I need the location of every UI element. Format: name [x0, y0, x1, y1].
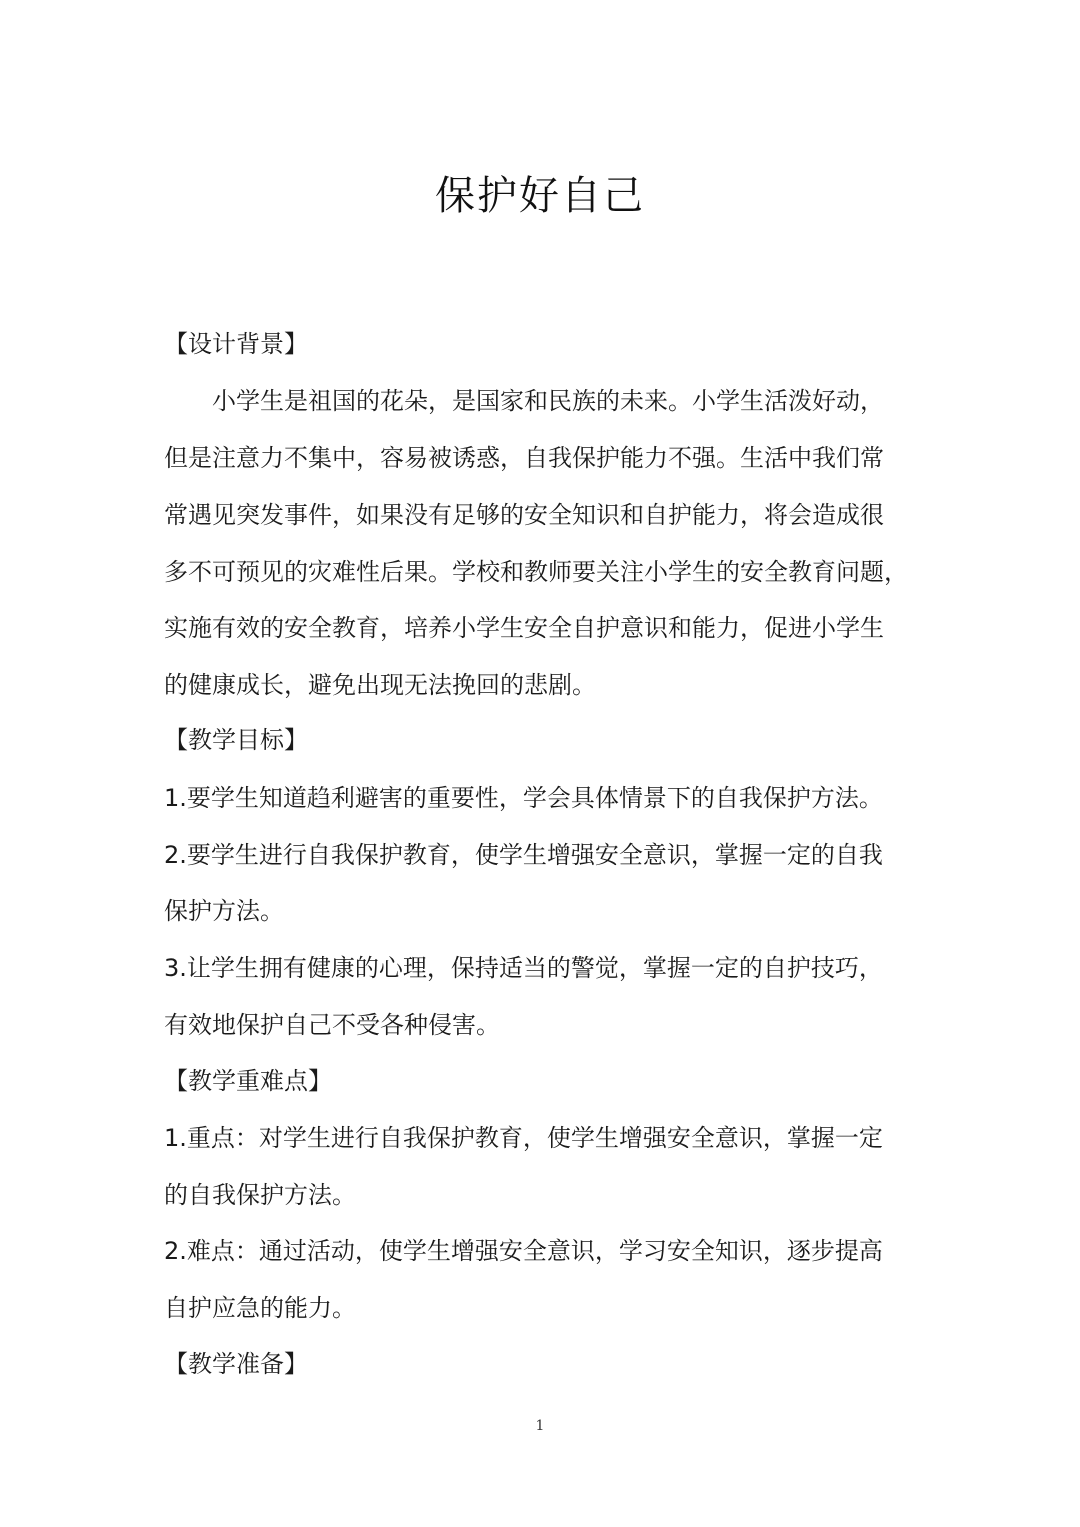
key-point-line: 1.重点：对学生进行自我保护教育，使学生增强安全意识，掌握一定: [164, 1124, 883, 1152]
page-number: 1: [535, 1418, 545, 1434]
section-heading-teaching-goals: 【教学目标】: [164, 726, 308, 754]
key-point-line: 自护应急的能力。: [164, 1294, 356, 1322]
paragraph-line: 的健康成长，避免出现无法挽回的悲剧。: [164, 671, 596, 699]
paragraph-line: 小学生是祖国的花朵，是国家和民族的未来。小学生活泼好动，: [164, 387, 884, 415]
paragraph-line: 多不可预见的灾难性后果。学校和教师要关注小学生的安全教育问题，: [164, 558, 908, 586]
paragraph-line: 常遇见突发事件，如果没有足够的安全知识和自护能力，将会造成很: [164, 501, 884, 529]
key-point-line: 2.难点：通过活动，使学生增强安全意识，学习安全知识，逐步提高: [164, 1237, 883, 1265]
goal-item-line: 保护方法。: [164, 897, 284, 925]
section-heading-design-background: 【设计背景】: [164, 330, 308, 358]
goal-item-line: 1.要学生知道趋利避害的重要性，学会具体情景下的自我保护方法。: [164, 784, 883, 812]
paragraph-line: 但是注意力不集中，容易被诱惑，自我保护能力不强。生活中我们常: [164, 444, 884, 472]
document-title: 保护好自己: [435, 173, 645, 219]
goal-item-line: 3.让学生拥有健康的心理，保持适当的警觉，掌握一定的自护技巧，: [164, 954, 883, 982]
goal-item-line: 2.要学生进行自我保护教育，使学生增强安全意识，掌握一定的自我: [164, 841, 883, 869]
section-heading-teaching-preparation: 【教学准备】: [164, 1350, 308, 1378]
goal-item-line: 有效地保护自己不受各种侵害。: [164, 1011, 500, 1039]
key-point-line: 的自我保护方法。: [164, 1181, 356, 1209]
section-heading-key-difficult-points: 【教学重难点】: [164, 1067, 332, 1095]
paragraph-line: 实施有效的安全教育，培养小学生安全自护意识和能力，促进小学生: [164, 614, 884, 642]
